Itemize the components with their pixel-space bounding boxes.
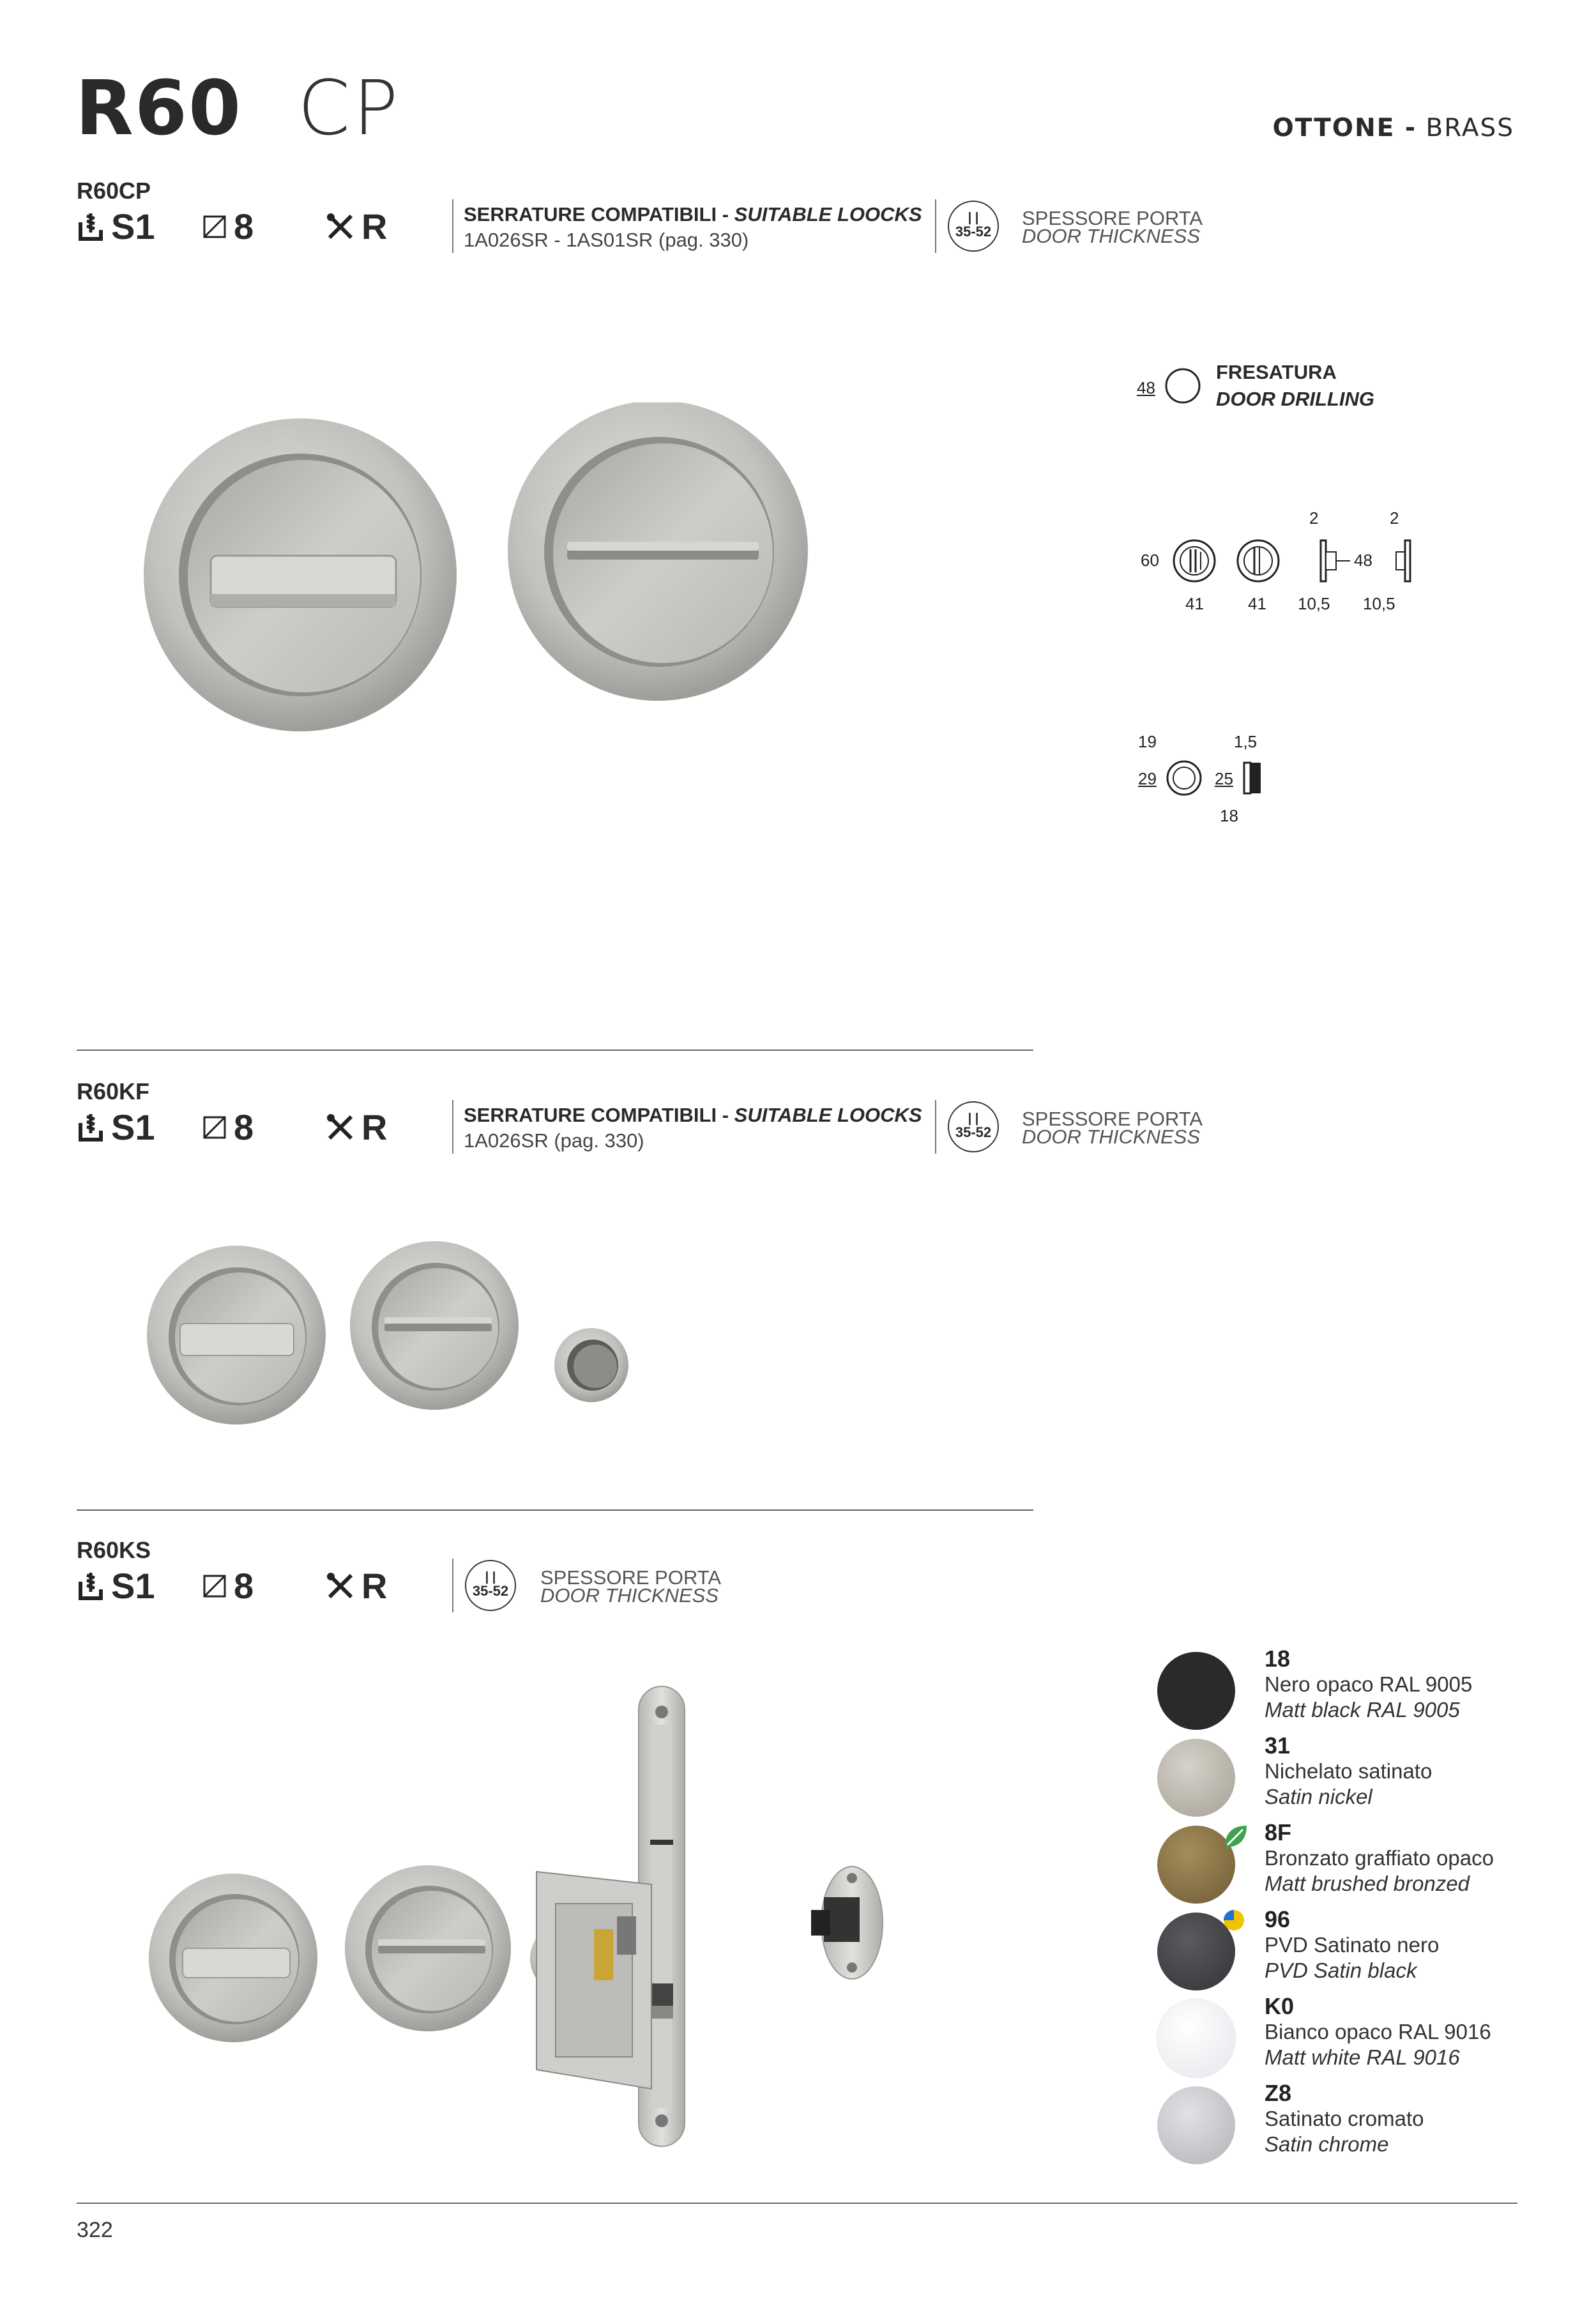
finish-name-en: Matt black RAL 9005 [1265, 1698, 1460, 1722]
rosette-left [147, 1246, 326, 1425]
finish-name-it: Satinato cromato [1265, 2107, 1424, 2130]
finish-item [1157, 1906, 1553, 1992]
drilling-diameter: 48 [1137, 378, 1155, 397]
finish-name-it: Nero opaco RAL 9005 [1265, 1672, 1473, 1696]
locks-value: 1A026SR - 1AS01SR (pag. 330) [464, 229, 749, 251]
finish-swatch [1157, 1999, 1235, 2077]
spec-s1: S1 [111, 1107, 155, 1147]
door-thickness-en: DOOR THICKNESS [1022, 1126, 1201, 1148]
tools-icon [326, 1113, 355, 1142]
section-code: R60KS [77, 1537, 151, 1563]
pvd-badge-icon [1221, 1907, 1247, 1933]
rosette-left [144, 418, 457, 731]
finish-code: 8F [1265, 1819, 1292, 1845]
drilling-label-en: DOOR DRILLING [1216, 388, 1374, 410]
spec-square-value: 8 [234, 206, 254, 247]
door-thickness-it: SPESSORE PORTA [1022, 1108, 1203, 1130]
door-thickness-en: DOOR THICKNESS [540, 1584, 719, 1607]
drilling-label-it: FRESATURA [1216, 361, 1337, 383]
spec-row [77, 1106, 155, 1148]
finish-code: Z8 [1265, 2080, 1292, 2106]
section-code: R60KF [77, 1078, 150, 1104]
finish-swatch [1157, 2086, 1235, 2164]
door-thickness-it: SPESSORE PORTA [1022, 207, 1203, 229]
thickness-icon: | | [485, 1570, 496, 1584]
locks-title-it: SERRATURE COMPATIBILI - [464, 1104, 734, 1126]
finish-name-it: Nichelato satinato [1265, 1759, 1433, 1783]
divider [452, 1559, 453, 1612]
finish-item [1157, 1732, 1553, 1819]
finish-name-it: Bianco opaco RAL 9016 [1265, 2020, 1491, 2043]
thickness-icon: | | [968, 1111, 979, 1126]
drilling-circle-icon [1164, 367, 1202, 405]
section-divider [77, 1509, 1033, 1511]
rosette-right [345, 1865, 511, 2031]
drawing-side-right [1382, 538, 1415, 584]
finish-item [1157, 1819, 1553, 1906]
finish-name-en: Matt brushed bronzed [1265, 1872, 1470, 1895]
finish-item [1157, 2080, 1553, 2166]
door-thickness-badge [948, 201, 999, 252]
dim-depth-b: 10,5 [1363, 594, 1395, 613]
spec-row [77, 1565, 155, 1607]
dim-depth-a: 10,5 [1298, 594, 1330, 613]
page-number: 322 [77, 2218, 113, 2242]
drawing-cup-front [1165, 759, 1203, 797]
material-label-it: OTTONE - [1272, 114, 1417, 142]
divider [935, 1100, 936, 1154]
spec-square-value: 8 [234, 1566, 254, 1606]
divider [452, 1100, 453, 1154]
thickness-range: 35-52 [955, 224, 992, 240]
drawing-rosette-front [1171, 538, 1222, 584]
spec-reversible [326, 1565, 387, 1607]
spec-s1: S1 [111, 1566, 155, 1606]
dim-small-15: 1,5 [1234, 732, 1258, 751]
drilling-label [1216, 359, 1374, 413]
dim-width-b: 41 [1248, 594, 1266, 613]
eco-leaf-icon [1221, 1822, 1250, 1851]
strike-plate [811, 1867, 883, 1979]
spec-r: R [361, 1107, 388, 1147]
door-thickness-label [1022, 1110, 1203, 1146]
finish-item [1157, 1646, 1553, 1732]
finish-name-en: Satin nickel [1265, 1785, 1372, 1808]
tools-icon [326, 1571, 355, 1601]
section-code: R60CP [77, 178, 151, 204]
dim-inner: 48 [1354, 551, 1372, 570]
drawing-rosette-back [1235, 538, 1286, 584]
spec-square [202, 1106, 254, 1148]
door-thickness-label [540, 1566, 722, 1607]
door-thickness-badge [465, 1560, 516, 1611]
finish-code: 96 [1265, 1906, 1291, 1932]
spec-square-value: 8 [234, 1107, 254, 1147]
product-image-r60ks [147, 1674, 901, 2153]
finish-name-it: Bronzato graffiato opaco [1265, 1846, 1494, 1870]
dim-small-25: 25 [1215, 769, 1233, 788]
spec-square [202, 206, 254, 247]
drawing-cup-side [1242, 760, 1267, 796]
dim-small-29: 29 [1138, 769, 1157, 788]
locks-title [464, 1104, 922, 1127]
finish-name-en: Matt white RAL 9016 [1265, 2045, 1460, 2069]
thickness-icon: | | [968, 211, 979, 225]
product-image-r60kf [147, 1233, 645, 1437]
tools-icon [326, 212, 355, 241]
material-label-en: BRASS [1425, 114, 1514, 142]
product-title-light: CP [298, 64, 401, 152]
locks-title [464, 203, 922, 226]
finish-item [1157, 1993, 1553, 2079]
finish-swatch [1157, 1739, 1235, 1817]
locks-value: 1A026SR (pag. 330) [464, 1129, 644, 1152]
thickness-range: 35-52 [472, 1583, 509, 1599]
finish-swatch [1157, 1652, 1235, 1730]
spec-square [202, 1565, 254, 1607]
square-spindle-icon [202, 214, 227, 240]
footer-divider [77, 2203, 1517, 2204]
locks-title-it: SERRATURE COMPATIBILI - [464, 203, 734, 225]
divider [452, 199, 453, 253]
finish-name-en: Satin chrome [1265, 2132, 1389, 2156]
spec-r: R [361, 206, 388, 247]
finish-code: 18 [1265, 1646, 1291, 1672]
finger-pull-cup [554, 1328, 628, 1402]
dim-top-a: 2 [1309, 508, 1319, 528]
door-thickness-en: DOOR THICKNESS [1022, 225, 1201, 247]
door-thickness-badge [948, 1101, 999, 1152]
section-divider [77, 1050, 1033, 1051]
drawing-side-left [1318, 538, 1351, 584]
square-spindle-icon [202, 1115, 227, 1140]
material-label [1273, 114, 1514, 142]
lock-body [536, 1686, 685, 2146]
locks-title-en: SUITABLE LOOCKS [734, 203, 922, 225]
dim-height: 60 [1141, 551, 1159, 570]
dim-width-a: 41 [1185, 594, 1204, 613]
dim-small-19: 19 [1138, 732, 1157, 751]
spec-reversible [326, 1106, 387, 1148]
door-thickness-it: SPESSORE PORTA [540, 1566, 722, 1589]
spec-s1: S1 [111, 206, 155, 247]
rosette-right [350, 1241, 519, 1410]
finish-code: 31 [1265, 1732, 1291, 1759]
finish-name-it: PVD Satinato nero [1265, 1933, 1440, 1957]
divider [935, 199, 936, 253]
screw-fixing-icon [77, 1570, 105, 1602]
spec-reversible [326, 206, 387, 247]
square-spindle-icon [202, 1573, 227, 1599]
door-thickness-label [1022, 207, 1203, 247]
spec-row [77, 206, 155, 247]
product-title-bold: R60 [75, 64, 243, 152]
dim-small-18: 18 [1220, 806, 1238, 825]
finish-code: K0 [1265, 1993, 1295, 2019]
dim-top-b: 2 [1390, 508, 1399, 528]
product-image-r60cp [141, 402, 830, 760]
screw-fixing-icon [77, 211, 105, 243]
rosette-right [508, 402, 808, 701]
finish-name-en: PVD Satin black [1265, 1959, 1417, 1982]
thickness-range: 35-52 [955, 1124, 992, 1140]
rosette-left [149, 1874, 317, 2042]
locks-title-en: SUITABLE LOOCKS [734, 1104, 922, 1126]
screw-fixing-icon [77, 1111, 105, 1143]
spec-r: R [361, 1566, 388, 1606]
